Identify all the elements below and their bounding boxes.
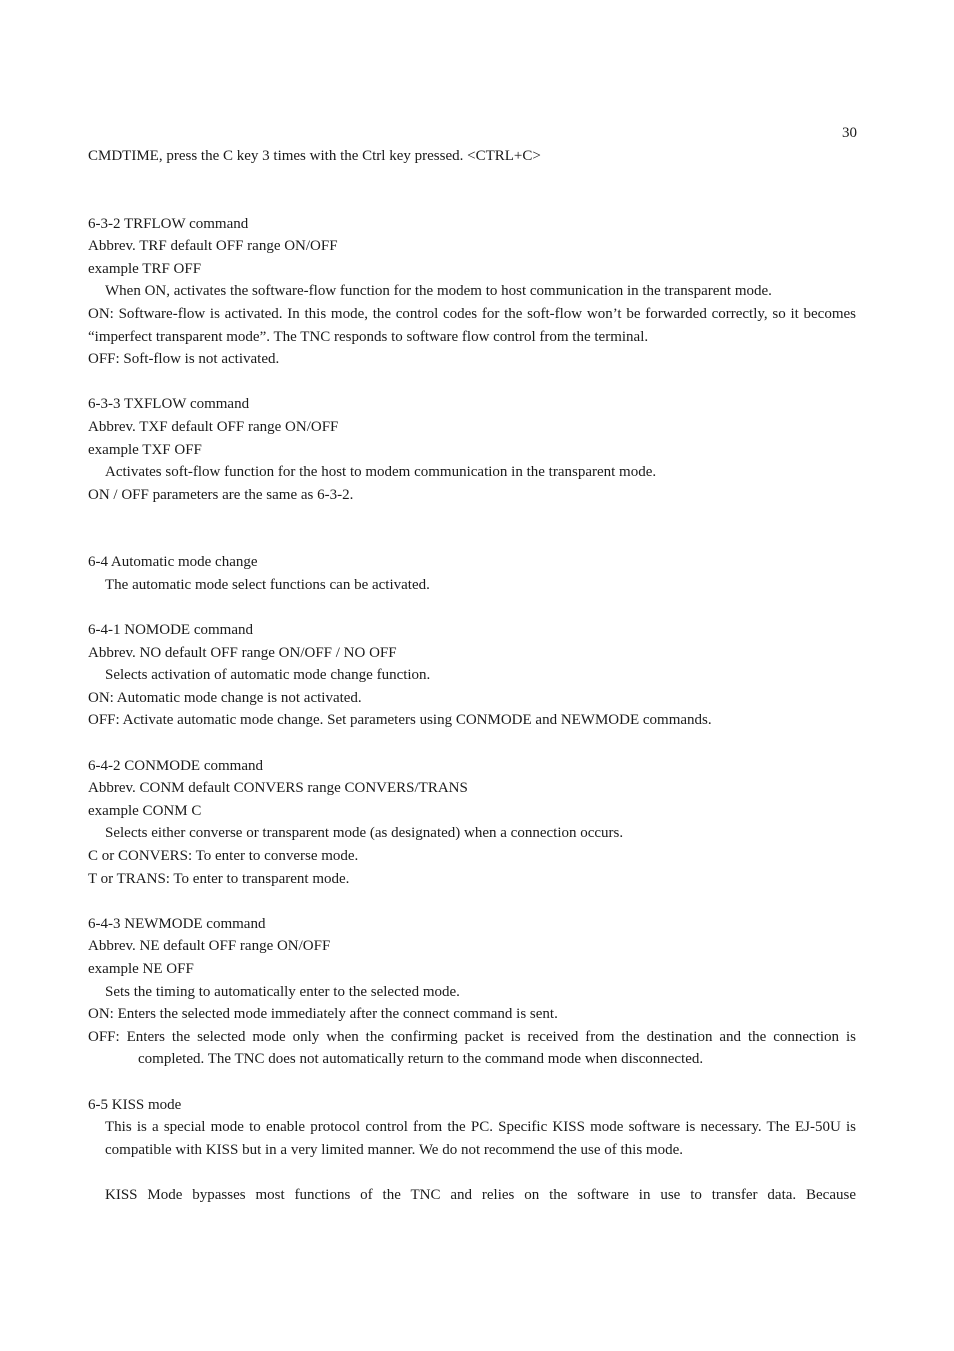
auto-mode-description: The automatic mode select functions can be activated. bbox=[105, 576, 430, 593]
trflow-abbrev: Abbrev. TRF default OFF range ON/OFF bbox=[88, 238, 338, 255]
kiss-description-2: KISS Mode bypasses most functions of the TNC and relies on the software in use to transfer data. Because bbox=[105, 1186, 856, 1203]
trflow-example: example TRF OFF bbox=[88, 260, 202, 277]
conmode-c: C or CONVERS: To enter to converse mode. bbox=[88, 848, 359, 865]
nomode-abbrev: Abbrev. NO default OFF range ON/OFF / NO OFF bbox=[88, 644, 397, 661]
document-body bbox=[88, 145, 856, 1207]
txflow-note: ON / OFF parameters are the same as 6-3-2. bbox=[88, 486, 354, 503]
conmode-abbrev: Abbrev. CONM default CONVERS range CONVERS/TRANS bbox=[88, 780, 468, 797]
nomode-on: ON: Automatic mode change is not activated. bbox=[88, 689, 362, 706]
trflow-on: ON: Software-flow is activated. In this mode, the control codes for the soft-flow won’t be forwarded correctly, so it becomes “imperfect transparent mode”. The TNC responds to software flow control from the terminal. bbox=[88, 305, 856, 345]
intro-line: CMDTIME, press the C key 3 times with the Ctrl key pressed. <CTRL+C> bbox=[88, 148, 541, 164]
conmode-description: Selects either converse or transparent mode (as designated) when a connection occurs. bbox=[105, 825, 624, 842]
newmode-off: OFF: Enters the selected mode only when the confirming packet is received from the destination and the connection is completed. The TNC does not automatically return to the command mode when disconnected. bbox=[88, 1028, 856, 1068]
nomode-description: Selects activation of automatic mode change function. bbox=[105, 667, 431, 684]
newmode-abbrev: Abbrev. NE default OFF range ON/OFF bbox=[88, 938, 331, 955]
txflow-example: example TXF OFF bbox=[88, 441, 202, 458]
newmode-heading: 6-4-3 NEWMODE command bbox=[88, 915, 266, 932]
txflow-abbrev: Abbrev. TXF default OFF range ON/OFF bbox=[88, 418, 339, 435]
newmode-on: ON: Enters the selected mode immediately after the connect command is sent. bbox=[88, 1006, 558, 1023]
kiss-description: This is a special mode to enable protocol control from the PC. Specific KISS mode software is necessary. The EJ-50U is compatible with KISS but in a very limited manner. We do not recommend the use of this mode. bbox=[105, 1119, 856, 1158]
page-number: 30 bbox=[842, 125, 857, 141]
trflow-heading: 6-3-2 TRFLOW command bbox=[88, 215, 249, 232]
trflow-off: OFF: Soft-flow is not activated. bbox=[88, 351, 280, 368]
trflow-description: When ON, activates the software-flow function for the modem to host communication in the transparent mode. bbox=[105, 283, 772, 300]
kiss-heading: 6-5 KISS mode bbox=[88, 1096, 182, 1113]
txflow-description: Activates soft-flow function for the host to modem communication in the transparent mode. bbox=[105, 464, 657, 481]
newmode-example: example NE OFF bbox=[88, 961, 194, 977]
conmode-example: example CONM C bbox=[88, 802, 202, 819]
conmode-heading: 6-4-2 CONMODE command bbox=[88, 757, 263, 774]
txflow-heading: 6-3-3 TXFLOW command bbox=[88, 396, 250, 413]
nomode-heading: 6-4-1 NOMODE command bbox=[88, 622, 253, 639]
newmode-description: Sets the timing to automatically enter to the selected mode. bbox=[105, 983, 460, 1000]
nomode-off: OFF: Activate automatic mode change. Set parameters using CONMODE and NEWMODE commands. bbox=[88, 712, 712, 729]
conmode-t: T or TRANS: To enter to transparent mode. bbox=[88, 870, 350, 887]
auto-mode-heading: 6-4 Automatic mode change bbox=[88, 554, 258, 571]
